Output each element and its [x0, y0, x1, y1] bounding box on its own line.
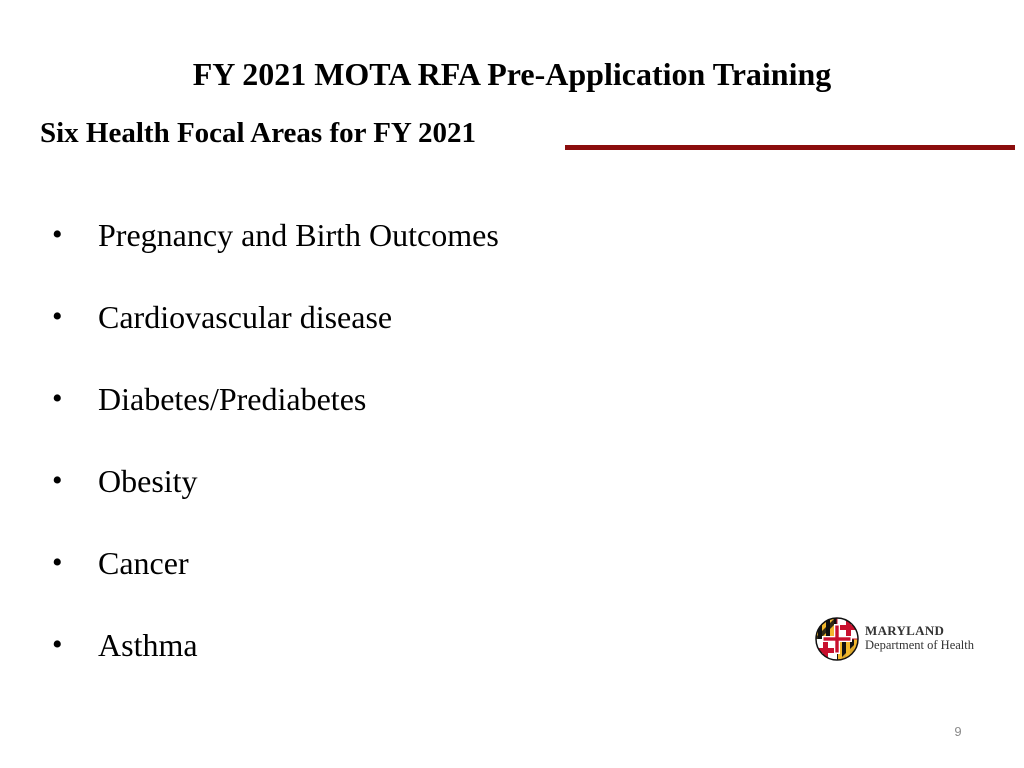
focal-area-label: Obesity: [98, 463, 198, 499]
slide-subtitle: Six Health Focal Areas for FY 2021: [40, 117, 477, 149]
maryland-flag-seal-icon: [814, 616, 860, 662]
bullet-icon: •: [52, 218, 63, 251]
focal-area-label: Asthma: [98, 627, 198, 663]
list-item: [0, 212, 760, 294]
logo-wordmark: [865, 624, 974, 652]
slide-title: FY 2021 MOTA RFA Pre-Application Training: [192, 56, 832, 92]
logo-line-department: Department of Health: [865, 638, 974, 652]
logo-line-maryland: MARYLAND: [865, 623, 945, 638]
list-item: [0, 540, 760, 622]
focal-area-label: Cancer: [98, 545, 189, 581]
focal-areas-list: [0, 212, 760, 704]
maryland-department-of-health-logo: [814, 616, 994, 662]
page-number: 9: [954, 724, 962, 739]
bullet-icon: •: [52, 628, 63, 661]
list-item: [0, 376, 760, 458]
list-item: [0, 622, 760, 704]
bullet-icon: •: [52, 382, 63, 415]
focal-area-label: Cardiovascular disease: [98, 299, 393, 335]
subtitle-underline-rule: [565, 145, 1015, 150]
bullet-icon: •: [52, 546, 63, 579]
subtitle-row: [40, 113, 1020, 157]
list-item: [0, 458, 760, 540]
list-item: [0, 294, 760, 376]
bullet-icon: •: [52, 464, 63, 497]
focal-area-label: Diabetes/Prediabetes: [98, 381, 367, 417]
bullet-icon: •: [52, 300, 63, 333]
focal-area-label: Pregnancy and Birth Outcomes: [98, 217, 499, 253]
